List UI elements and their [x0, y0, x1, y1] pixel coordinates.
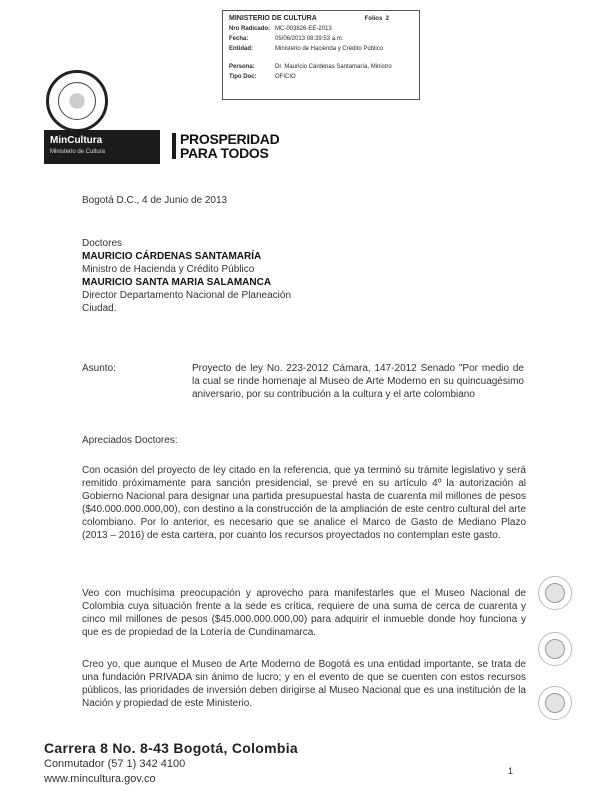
- mincultura-logo: MinCultura Ministerio de Cultura: [44, 130, 160, 164]
- recipient-line: Doctores: [82, 238, 123, 249]
- certification-seal-icon: [538, 686, 572, 720]
- recipient-line: Director Departamento Nacional de Planeación: [82, 290, 292, 301]
- prosperidad-logo: PROSPERIDAD PARA TODOS: [172, 132, 279, 160]
- recipient-line: MAURICIO SANTA MARIA SALAMANCA: [82, 277, 272, 288]
- radicado-stamp: [222, 10, 420, 100]
- stamp-folios: Folios 2: [364, 16, 389, 22]
- recipients-block: [82, 237, 291, 315]
- footer-web: www.mincultura.gov.co: [44, 773, 156, 785]
- stamp-row-persona: Persona: Dr. Mauricio Cárdenas Santamaría, Ministro: [229, 64, 392, 70]
- stamp-row-fecha: Fecha: 05/06/2013 08:39:53 a.m.: [229, 36, 344, 42]
- stamp-org: MINISTERIO DE CULTURA: [229, 15, 317, 22]
- page-number: 1: [508, 766, 514, 776]
- certification-seal-icon: [538, 632, 572, 666]
- asunto-text: Proyecto de ley No. 223-2012 Cámara, 147-2012 Senado "Por medio de la cual se rinde homenaje al Museo de Arte Moderno en su quincuagésimo aniversario, por su contribución a la cultura y el arte colombiano: [192, 363, 524, 400]
- salutation: Apreciados Doctores:: [82, 435, 178, 446]
- certification-seal-icon: [538, 576, 572, 610]
- recipient-line: MAURICIO CÁRDENAS SANTAMARÍA: [82, 251, 262, 262]
- footer-address: Carrera 8 No. 8-43 Bogotá, Colombia: [44, 740, 299, 756]
- letter-date: Bogotá D.C., 4 de Junio de 2013: [82, 195, 228, 206]
- paragraph-3: Creo yo, que aunque el Museo de Arte Moderno de Bogotá es una entidad importante, se trata de una fundación PRIVADA sin ánimo de lucro; y en el evento de que se cuenten con estos recursos públicos, las prioridades de inversión deben dirigirse al Museo Nacional que es una institución de la Nación y propiedad de este Ministerio.: [82, 659, 526, 709]
- stamp-header: [229, 14, 413, 24]
- stamp-row-tipo: Tipo Doc: OFICIO: [229, 74, 296, 80]
- paragraph-2: Veo con muchísima preocupación y aprovecho para manifestarles que el Museo Nacional de Colombia cuya situación frente a la sede es crítica, requiere de una suma de cerca de cuarenta y cinco mil millones de pesos ($45.000.000.000,00) para adquirir el inmueble donde hoy funciona y que es de propiedad de la Lotería de Cundinamarca.: [82, 588, 526, 638]
- asunto-label: Asunto:: [82, 363, 116, 374]
- paragraph-1: Con ocasión del proyecto de ley citado en la referencia, que ya terminó su trámite legislativo y será remitido próximamente para sanción presidencial, se prevé en su artículo 4º la autorización al Gobierno Nacional para designar una partida presupuestal hasta de cuarenta mil millones de pesos ($40.000.000.000,00), con destino a la construcción de la ampliación de este centro cultural del arte colombiano. Por lo anterior, es necesario que se analice el Marco de Gasto de Mediano Plazo (2013 – 2016) de esta cartera, por cuanto los recursos proyectados no contemplan este gasto.: [82, 465, 526, 541]
- stamp-row-entidad: Entidad: Ministerio de Hacienda y Crédito Público: [229, 46, 384, 52]
- stamp-row-radicado: Nro Radicado: MC-003826-EE-2013: [229, 26, 332, 32]
- recipient-line: Ministro de Hacienda y Crédito Público: [82, 264, 255, 275]
- footer-phone: Conmutador (57 1) 342 4100: [44, 758, 186, 770]
- colombia-seal-logo: [46, 70, 108, 132]
- recipient-line: Ciudad.: [82, 303, 117, 314]
